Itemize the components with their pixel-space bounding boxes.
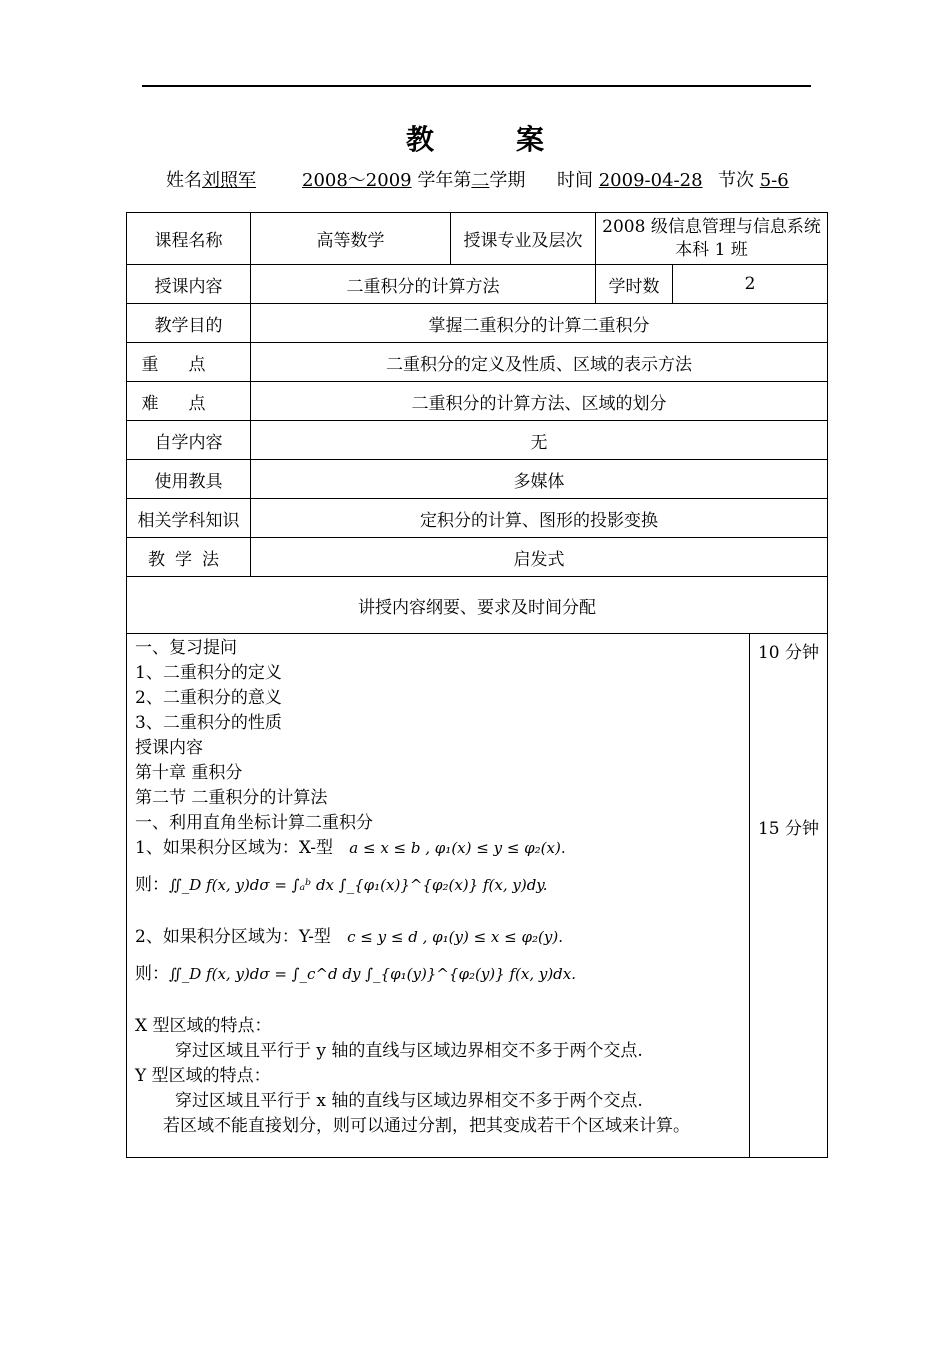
content-value: 二重积分的计算方法 xyxy=(251,265,596,304)
formula-x-type: 则：∬_D f(x, y)dσ = ∫ₐᵇ dx ∫_{φ₁(x)}^{φ₂(x)} f(x, y)dy. xyxy=(135,875,548,895)
course-label: 课程名称 xyxy=(127,213,251,265)
content-line: 授课内容 xyxy=(135,738,203,758)
course-value: 高等数学 xyxy=(251,213,451,265)
table-row xyxy=(127,343,828,382)
key-value: 二重积分的定义及性质、区域的表示方法 xyxy=(251,343,828,382)
content-line: 一、复习提问 xyxy=(135,638,237,658)
table-row xyxy=(127,538,828,577)
teacher-name: 姓名刘照军 xyxy=(166,170,256,191)
x-type-condition: a ≤ x ≤ b , φ₁(x) ≤ y ≤ φ₂(x). xyxy=(349,839,566,857)
time-review: 10 分钟 xyxy=(757,643,820,663)
content-label: 授课内容 xyxy=(127,265,251,304)
major-value: 2008 级信息管理与信息系统 本科 1 班 xyxy=(596,213,828,265)
content-line: Y 型区域的特点： xyxy=(135,1066,271,1086)
table-row xyxy=(127,634,828,1158)
related-label: 相关学科知识 xyxy=(127,499,251,538)
table-row xyxy=(127,499,828,538)
self-study-value: 无 xyxy=(251,421,828,460)
time-lecture: 15 分钟 xyxy=(757,819,820,839)
table-row xyxy=(127,304,828,343)
content-line: 2、二重积分的意义 xyxy=(135,688,282,708)
content-line: X 型区域的特点： xyxy=(135,1016,272,1036)
tools-value: 多媒体 xyxy=(251,460,828,499)
lesson-period: 节次 5-6 xyxy=(718,170,789,191)
top-rule xyxy=(142,85,811,87)
title-char-2: 案 xyxy=(516,123,547,156)
content-line: 1、如果积分区域为：X-型 a ≤ x ≤ b , φ₁(x) ≤ y ≤ φ₂(x). xyxy=(135,838,566,858)
table-row xyxy=(127,460,828,499)
lesson-content xyxy=(127,634,750,1158)
content-line: 3、二重积分的性质 xyxy=(135,713,282,733)
table-row xyxy=(127,421,828,460)
table-row xyxy=(127,265,828,304)
content-line: 第十章 重积分 xyxy=(135,763,243,783)
method-value: 启发式 xyxy=(251,538,828,577)
formula-y-type: 则：∬_D f(x, y)dσ = ∫_c^d dy ∫_{φ₁(y)}^{φ₂(y)} f(x, y)dx. xyxy=(135,964,577,984)
table-row xyxy=(127,382,828,421)
content-line: 第二节 二重积分的计算法 xyxy=(135,788,328,808)
hours-label: 学时数 xyxy=(596,265,673,304)
major-label: 授课专业及层次 xyxy=(451,213,596,265)
academic-year: 2008～2009 学年第二学期 xyxy=(302,170,526,191)
page-title xyxy=(0,118,952,158)
difficult-label: 难点 xyxy=(127,382,251,421)
table-row xyxy=(127,213,828,265)
difficult-value: 二重积分的计算方法、区域的划分 xyxy=(251,382,828,421)
lesson-date: 时间 2009-04-28 xyxy=(557,170,703,191)
y-type-condition: c ≤ y ≤ d , φ₁(y) ≤ x ≤ φ₂(y). xyxy=(347,928,563,946)
self-study-label: 自学内容 xyxy=(127,421,251,460)
key-label: 重点 xyxy=(127,343,251,382)
tools-label: 使用教具 xyxy=(127,460,251,499)
related-value: 定积分的计算、图形的投影变换 xyxy=(251,499,828,538)
method-label: 教学法 xyxy=(127,538,251,577)
table-row xyxy=(127,577,828,634)
outline-header: 讲授内容纲要、要求及时间分配 xyxy=(127,577,828,634)
time-allocation xyxy=(750,634,828,1158)
hours-value: 2 xyxy=(673,265,828,304)
goal-value: 掌握二重积分的计算二重积分 xyxy=(251,304,828,343)
teacher-name-value: 刘照军 xyxy=(202,170,256,191)
content-line: 一、利用直角坐标计算二重积分 xyxy=(135,813,373,833)
content-line: 穿过区域且平行于 y 轴的直线与区域边界相交不多于两个交点. xyxy=(175,1041,643,1061)
content-line: 穿过区域且平行于 x 轴的直线与区域边界相交不多于两个交点. xyxy=(175,1091,643,1111)
content-line: 若区域不能直接划分，则可以通过分割，把其变成若干个区域来计算。 xyxy=(163,1116,690,1136)
content-line: 2、如果积分区域为：Y-型 c ≤ y ≤ d , φ₁(y) ≤ x ≤ φ₂(y). xyxy=(135,927,563,947)
lesson-plan-table xyxy=(126,212,828,1158)
content-line: 1、二重积分的定义 xyxy=(135,663,282,683)
goal-label: 教学目的 xyxy=(127,304,251,343)
title-char-1: 教 xyxy=(405,123,436,156)
